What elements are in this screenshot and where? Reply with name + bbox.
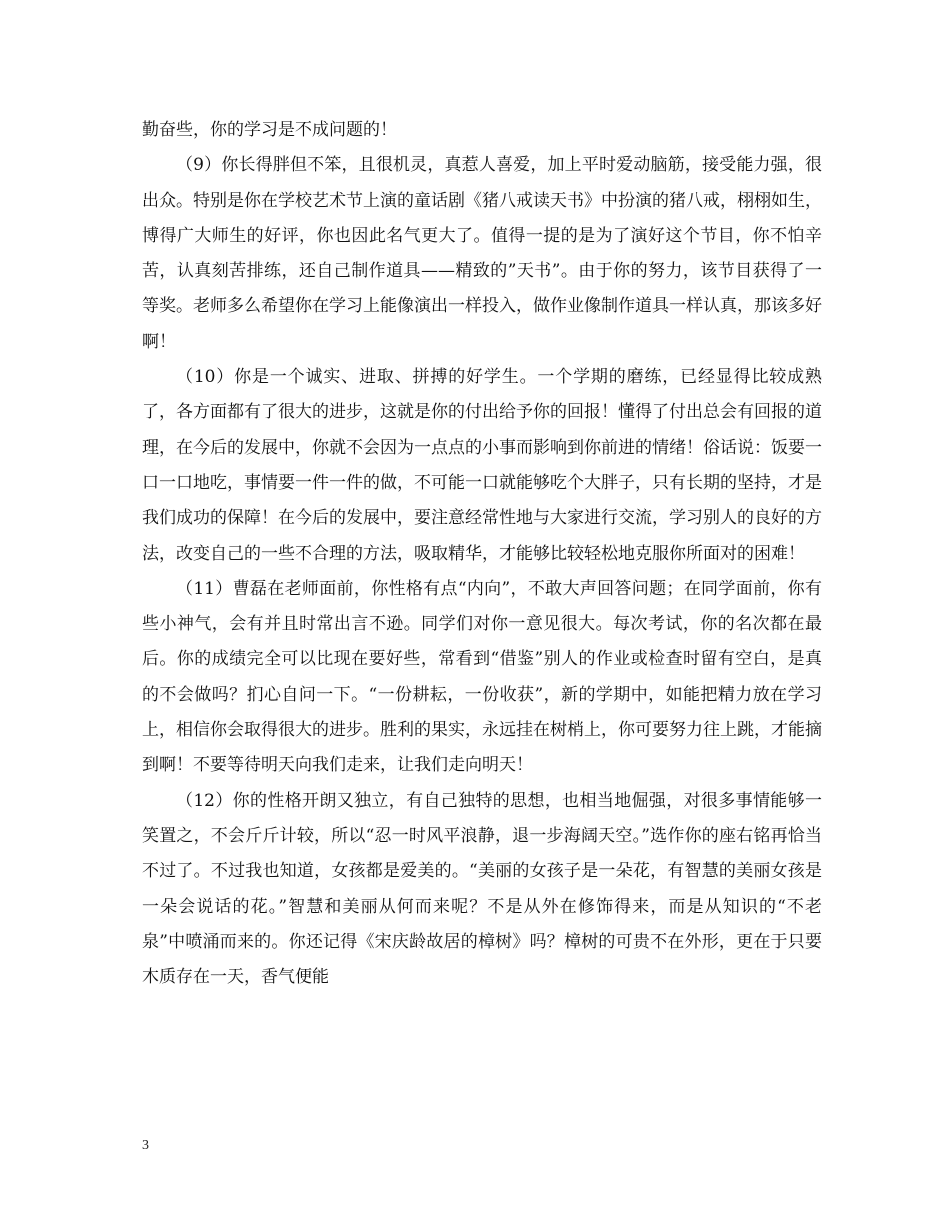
paragraph-10: （10）你是一个诚实、进取、拼搏的好学生。一个学期的磨练，已经显得比较成熟了，各方面都有了很大的进步，这就是你的付出给予你的回报！懂得了付出总会有回报的道理，在今后的发展中，你就不会因为一点点的小事而影响到你前进的情绪！俗话说：饭要一口一口地吃，事情要一件一件的做，不可能一口就能够吃个大胖子，只有长期的坚持，才是我们成功的保障！在今后的发展中，要注意经常性地与大家进行交流，学习别人的良好的方法，改变自己的一些不合理的方法，吸取精华，才能够比较轻松地克服你所面对的困难！ bbox=[142, 367, 822, 564]
paragraph-9: （9）你长得胖但不笨，且很机灵，真惹人喜爱，加上平时爱动脑筋，接受能力强，很出众。特别是你在学校艺术节上演的童话剧《猪八戒读天书》中扮演的猪八戒，栩栩如生，博得广大师生的好评，你也因此名气更大了。值得一提的是为了演好这个节目，你不怕辛苦，认真刻苦排练，还自己制作道具——精致的”天书”。由于你的努力，该节目获得了一等奖。老师多么希望你在学习上能像演出一样投入，做作业像制作道具一样认真，那该多好啊！ bbox=[142, 155, 822, 352]
paragraph-12: （12）你的性格开朗又独立，有自己独特的思想，也相当地倔强，对很多事情能够一笑置之，不会斤斤计较，所以“忍一时风平浪静，退一步海阔天空。”选作你的座右铭再恰当不过了。不过我也知道，女孩都是爱美的。“美丽的女孩子是一朵花，有智慧的美丽女孩是一朵会说话的花。”智慧和美丽从何而来呢？不是从外在修饰得来，而是从知识的“不老泉”中喷涌而来的。你还记得《宋庆龄故居的樟树》吗？樟树的可贵不在外形，更在于只要木质存在一天，香气便能 bbox=[142, 790, 822, 988]
page-number: 3 bbox=[142, 1138, 149, 1153]
page-body bbox=[142, 113, 822, 995]
paragraph-11: （11）曹磊在老师面前，你性格有点“内向”，不敢大声回答问题；在同学面前，你有些小神气，会有并且时常出言不逊。同学们对你一意见很大。每次考试，你的名次都在最后。你的成绩完全可以比现在要好些，常看到“借鉴”别人的作业或检查时留有空白，是真的不会做吗？扪心自问一下。“一份耕耘，一份收获”，新的学期中，如能把精力放在学习上，相信你会取得很大的进步。胜利的果实，永远挂在树梢上，你可要努力往上跳，才能摘到啊！不要等待明天向我们走来，让我们走向明天！ bbox=[142, 578, 822, 776]
paragraph-continuation: 勤奋些，你的学习是不成问题的！ bbox=[142, 120, 397, 140]
